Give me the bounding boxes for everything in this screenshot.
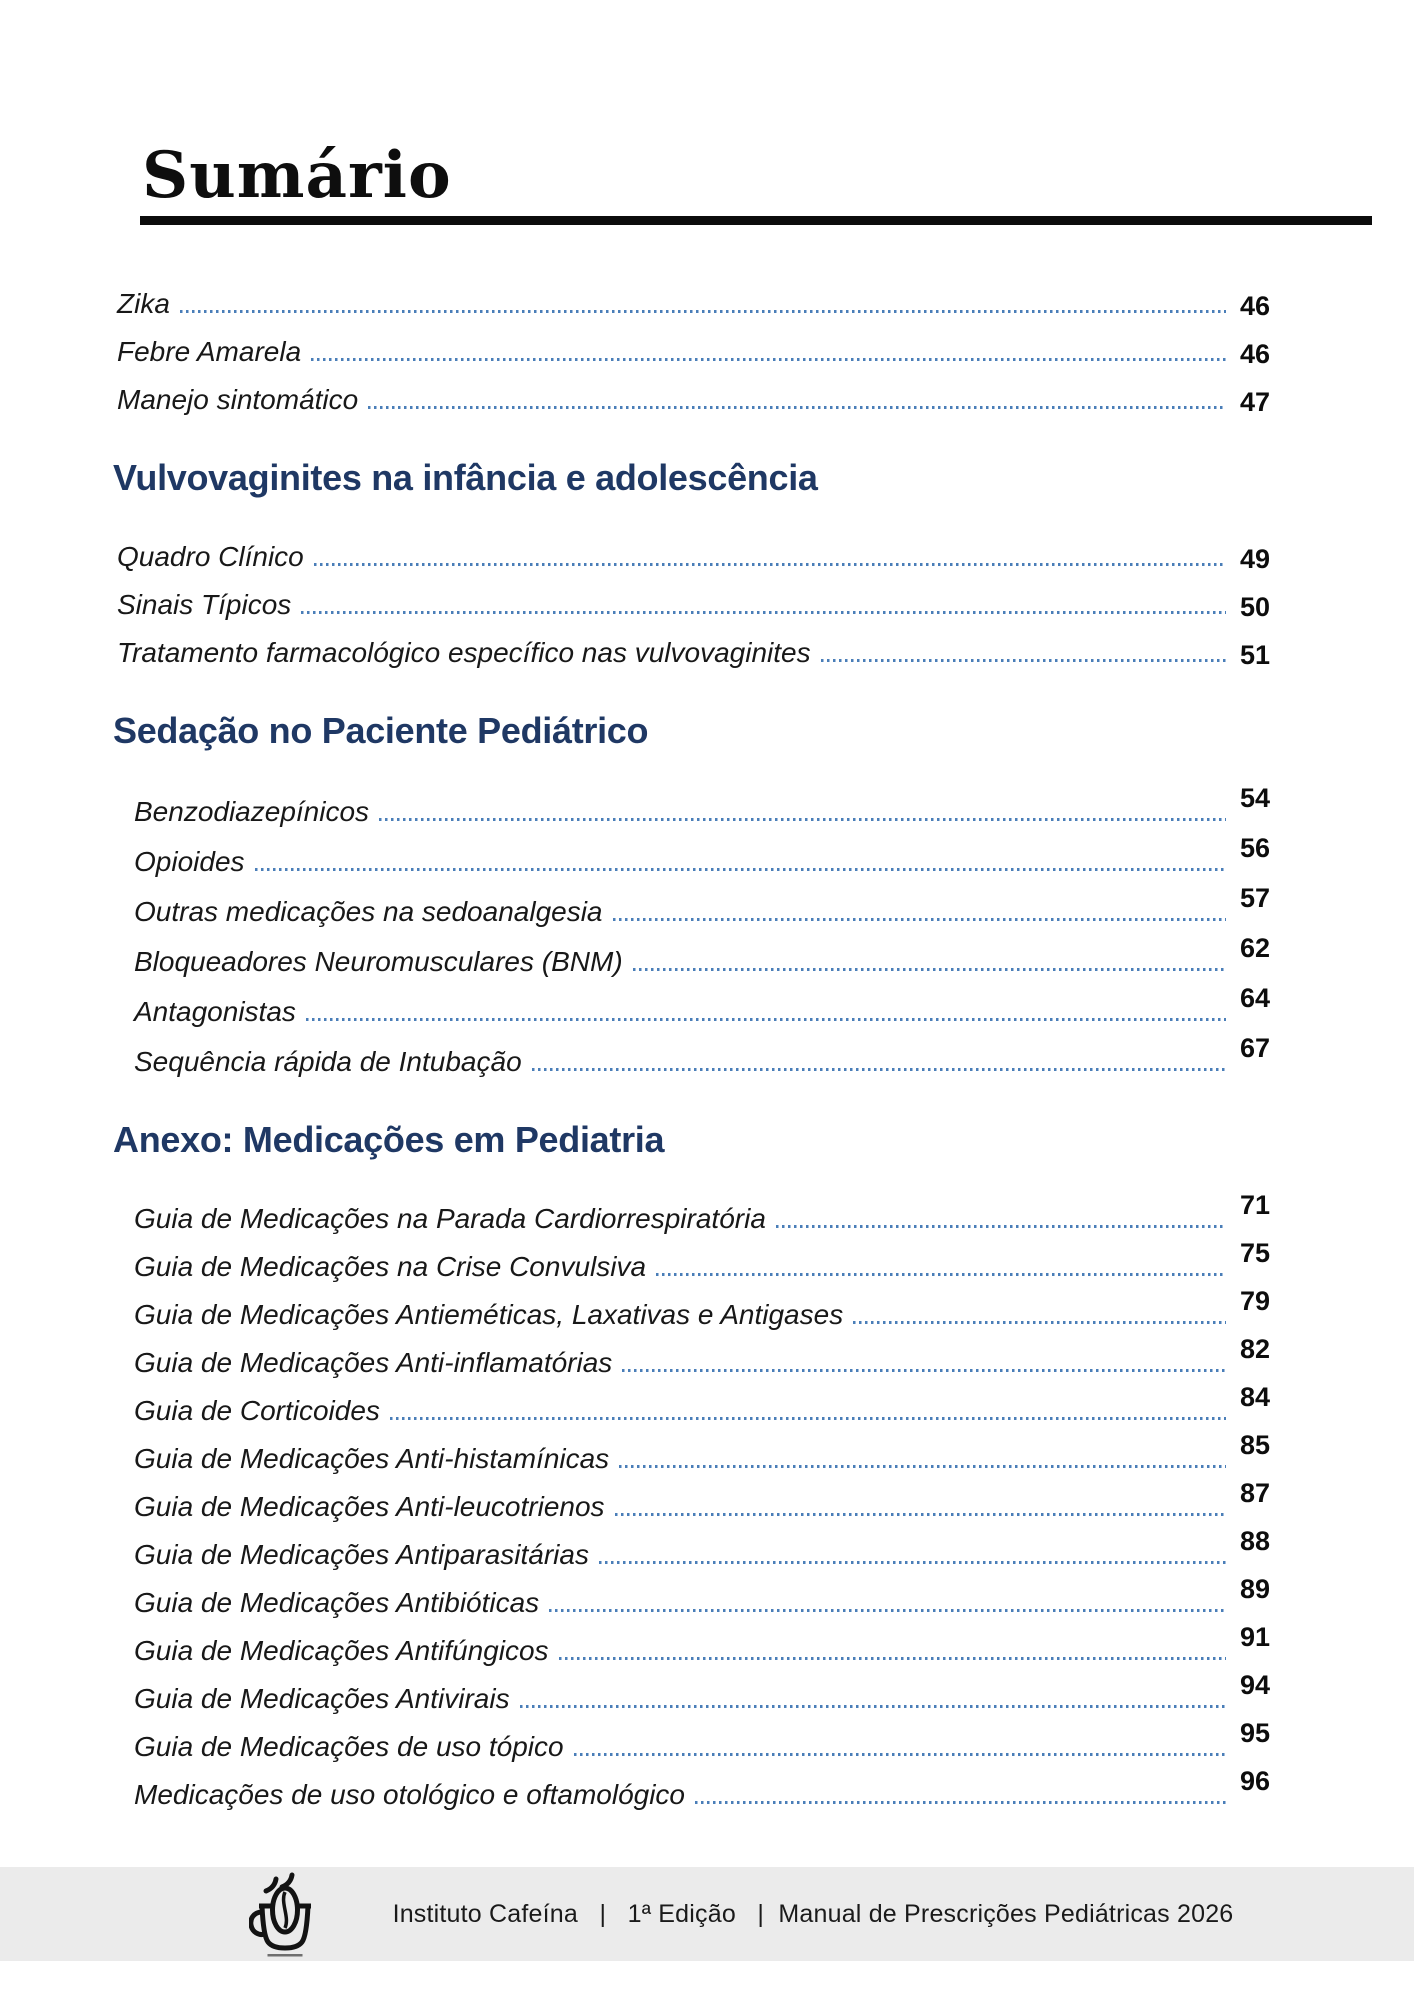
- toc-page-number: 67: [1239, 1033, 1270, 1063]
- toc-page-number: 79: [1239, 1286, 1270, 1316]
- toc-dotted-leader: [314, 563, 1226, 566]
- toc-page-number: 89: [1239, 1574, 1270, 1604]
- toc-row[interactable]: [117, 578, 1270, 626]
- toc-dotted-leader: [695, 1801, 1226, 1804]
- toc-dotted-leader: [853, 1321, 1226, 1324]
- toc-dotted-leader: [390, 1417, 1226, 1420]
- toc-row[interactable]: [134, 1432, 1270, 1480]
- toc-page-number: 49: [1239, 544, 1270, 574]
- toc-row[interactable]: [134, 1384, 1270, 1432]
- toc-entry-label: Guia de Medicações Anti-histamínicas: [134, 1443, 610, 1474]
- toc-dotted-leader: [311, 358, 1226, 361]
- toc-row[interactable]: [134, 1624, 1270, 1672]
- toc-row[interactable]: [134, 833, 1270, 883]
- footer-text: Instituto Cafeína | 1ª Edição | Manual de Prescrições Pediátricas 2026: [392, 1899, 1234, 1928]
- toc-dotted-leader: [615, 1513, 1226, 1516]
- toc-dotted-leader: [301, 611, 1226, 614]
- toc-page-number: 75: [1239, 1238, 1270, 1268]
- toc-entry-label: Guia de Medicações Anti-inflamatórias: [134, 1347, 613, 1378]
- toc-row[interactable]: [134, 933, 1270, 983]
- toc-row[interactable]: [134, 1192, 1270, 1240]
- toc-entry-label: Guia de Medicações na Crise Convulsiva: [134, 1251, 647, 1282]
- toc-row[interactable]: [134, 1033, 1270, 1083]
- toc-dotted-leader: [619, 1465, 1226, 1468]
- toc-page-number: 84: [1239, 1382, 1270, 1412]
- toc-section-entries: [113, 530, 1270, 674]
- toc-row[interactable]: [134, 1720, 1270, 1768]
- toc-page-number: 64: [1239, 983, 1270, 1013]
- toc-dotted-leader: [306, 1018, 1226, 1021]
- footer-content: [249, 1870, 1234, 1958]
- toc-page-number: 91: [1239, 1622, 1270, 1652]
- toc-entry-label: Sinais Típicos: [117, 589, 292, 620]
- toc: [113, 277, 1270, 1816]
- toc-page-number: 57: [1239, 883, 1270, 913]
- toc-row[interactable]: [134, 1528, 1270, 1576]
- toc-dotted-leader: [622, 1369, 1226, 1372]
- toc-page-number: 71: [1239, 1190, 1270, 1220]
- toc-entry-label: Manejo sintomático: [117, 384, 359, 415]
- toc-page-number: 50: [1239, 592, 1270, 622]
- toc-page-number: 96: [1239, 1766, 1270, 1796]
- toc-page-number: 47: [1239, 387, 1270, 417]
- toc-dotted-leader: [656, 1273, 1226, 1276]
- title-rule: [140, 216, 1372, 225]
- toc-row[interactable]: [117, 373, 1270, 421]
- toc-entry-label: Febre Amarela: [117, 336, 302, 367]
- toc-dotted-leader: [633, 968, 1226, 971]
- toc-entry-label: Bloqueadores Neuromusculares (BNM): [134, 946, 623, 977]
- toc-page-number: 62: [1239, 933, 1270, 963]
- section-heading: Vulvovaginites na infância e adolescência: [113, 457, 818, 498]
- toc-row[interactable]: [134, 1240, 1270, 1288]
- toc-entry-label: Guia de Medicações Antivirais: [134, 1683, 510, 1714]
- toc-page-number: 85: [1239, 1430, 1270, 1460]
- toc-page-number: 87: [1239, 1478, 1270, 1508]
- toc-page-number: 95: [1239, 1718, 1270, 1748]
- toc-page-number: 46: [1239, 291, 1270, 321]
- toc-entry-label: Opioides: [134, 846, 245, 877]
- toc-dotted-leader: [255, 868, 1226, 871]
- section-heading: Anexo: Medicações em Pediatria: [113, 1119, 665, 1160]
- toc-dotted-leader: [574, 1753, 1226, 1756]
- coffee-cup-icon: [249, 1870, 321, 1958]
- toc-row[interactable]: [134, 1336, 1270, 1384]
- page-title: Sumário: [142, 138, 452, 213]
- toc-entry-label: Medicações de uso otológico e oftamológico: [134, 1779, 686, 1810]
- toc-page-number: 94: [1239, 1670, 1270, 1700]
- toc-entry-label: Guia de Medicações Antiparasitárias: [134, 1539, 589, 1570]
- toc-entry-label: Guia de Medicações de uso tópico: [134, 1731, 564, 1762]
- toc-entry-label: Zika: [117, 288, 170, 319]
- toc-section-entries: [113, 277, 1270, 421]
- toc-dotted-leader: [599, 1561, 1226, 1564]
- toc-dotted-leader: [559, 1657, 1226, 1660]
- toc-entry-label: Antagonistas: [134, 996, 296, 1027]
- toc-dotted-leader: [180, 310, 1226, 313]
- toc-entry-label: Guia de Medicações Antibióticas: [134, 1587, 540, 1618]
- toc-row[interactable]: [134, 1768, 1270, 1816]
- toc-dotted-leader: [549, 1609, 1226, 1612]
- toc-dotted-leader: [532, 1068, 1226, 1071]
- toc-row[interactable]: [134, 883, 1270, 933]
- toc-row[interactable]: [117, 277, 1270, 325]
- toc-section-entries: [113, 1192, 1270, 1816]
- toc-dotted-leader: [520, 1705, 1226, 1708]
- toc-dotted-leader: [379, 818, 1226, 821]
- toc-dotted-leader: [368, 406, 1226, 409]
- toc-page-number: 51: [1239, 640, 1270, 670]
- toc-row[interactable]: [134, 783, 1270, 833]
- toc-entry-label: Guia de Medicações Antifúngicos: [134, 1635, 549, 1666]
- toc-entry-label: Guia de Medicações Anti-leucotrienos: [134, 1491, 605, 1522]
- toc-row[interactable]: [117, 325, 1270, 373]
- toc-dotted-leader: [821, 659, 1226, 662]
- toc-entry-label: Benzodiazepínicos: [134, 796, 370, 827]
- toc-page-number: 56: [1239, 833, 1270, 863]
- toc-entry-label: Guia de Medicações na Parada Cardiorrespiratória: [134, 1203, 766, 1234]
- toc-entry-label: Outras medicações na sedoanalgesia: [134, 896, 603, 927]
- footer-bar: [0, 1867, 1414, 1961]
- section-heading: Sedação no Paciente Pediátrico: [113, 710, 649, 751]
- toc-page-number: 88: [1239, 1526, 1270, 1556]
- toc-row[interactable]: [117, 626, 1270, 674]
- toc-row[interactable]: [134, 1480, 1270, 1528]
- toc-entry-label: Tratamento farmacológico específico nas vulvovaginites: [117, 637, 811, 668]
- toc-page-number: 46: [1239, 339, 1270, 369]
- toc-entry-label: Guia de Corticoides: [134, 1395, 380, 1426]
- toc-row[interactable]: [117, 530, 1270, 578]
- toc-row[interactable]: [134, 1576, 1270, 1624]
- toc-row[interactable]: [134, 1288, 1270, 1336]
- toc-page-number: 82: [1239, 1334, 1270, 1364]
- toc-page-number: 54: [1239, 783, 1270, 813]
- toc-entry-label: Sequência rápida de Intubação: [134, 1046, 522, 1077]
- toc-row[interactable]: [134, 1672, 1270, 1720]
- toc-section-entries: [113, 783, 1270, 1083]
- toc-dotted-leader: [613, 918, 1226, 921]
- toc-entry-label: Guia de Medicações Antieméticas, Laxativas e Antigases: [134, 1299, 844, 1330]
- toc-row[interactable]: [134, 983, 1270, 1033]
- toc-entry-label: Quadro Clínico: [117, 541, 304, 572]
- toc-dotted-leader: [776, 1225, 1226, 1228]
